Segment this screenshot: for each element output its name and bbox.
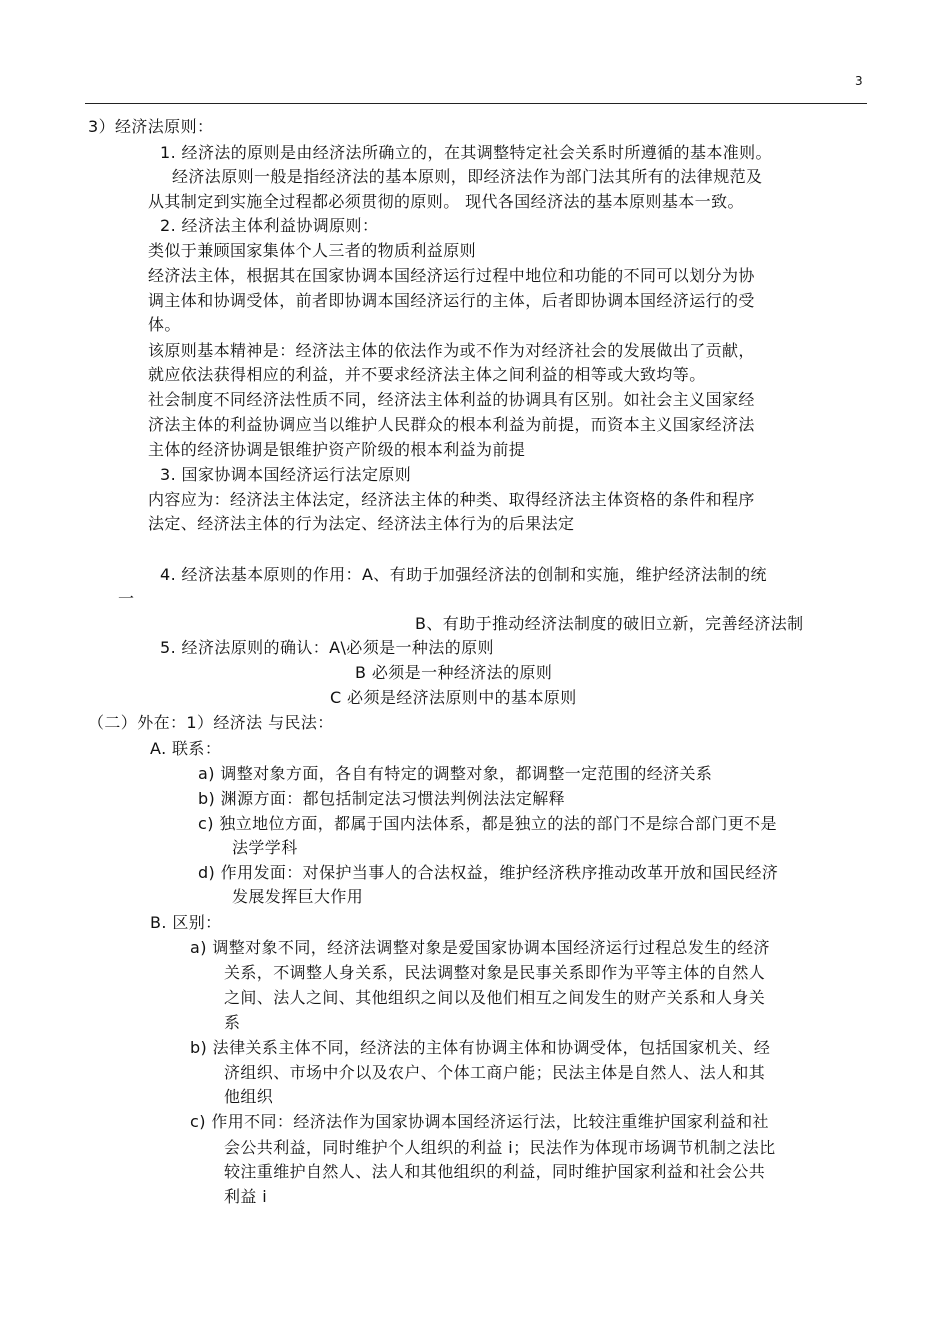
- paragraph-line: 4. 经济法基本原则的作用：A、有助于加强经济法的创制和实施，维护经济法制的统: [160, 565, 767, 584]
- list-item-continuation: 济组织、市场中介以及农户、个体工商户能；民法主体是自然人、法人和其: [224, 1063, 766, 1082]
- list-heading-b: B. 区别：: [150, 913, 222, 932]
- list-item-continuation: 利益 i: [224, 1187, 268, 1206]
- list-item: b) 法律关系主体不同，经济法的主体有协调主体和协调受体，包括国家机关、经: [190, 1038, 771, 1057]
- list-item: a) 调整对象方面，各自有特定的调整对象，都调整一定范围的经济关系: [198, 764, 713, 783]
- paragraph-line: 5. 经济法原则的确认：A\必须是一种法的原则: [160, 638, 494, 657]
- paragraph-line: 一: [118, 589, 135, 608]
- section-heading-external: （二）外在：1）经济法 与民法：: [88, 713, 334, 732]
- paragraph-line: 主体的经济协调是银维护资产阶级的根本利益为前提: [148, 440, 526, 459]
- paragraph-line: 调主体和协调受体，前者即协调本国经济运行的主体，后者即协调本国经济运行的受: [148, 291, 755, 310]
- list-item-continuation: 之间、法人之间、其他组织之间以及他们相互之间发生的财产关系和人身关: [224, 988, 766, 1007]
- subheading-line: 3. 国家协调本国经济运行法定原则: [160, 465, 412, 484]
- paragraph-line: B 必须是一种经济法的原则: [355, 663, 553, 682]
- paragraph-line: 该原则基本精神是：经济法主体的依法作为或不作为对经济社会的发展做出了贡献，: [148, 341, 755, 360]
- paragraph-line: 从其制定到实施全过程都必须贯彻的原则。 现代各国经济法的基本原则基本一致。: [148, 192, 744, 211]
- list-item-continuation: 系: [224, 1013, 241, 1032]
- subheading-line: 2. 经济法主体利益协调原则：: [160, 216, 379, 235]
- section-heading-principles: 3）经济法原则：: [88, 117, 214, 136]
- paragraph-line: 内容应为：经济法主体法定，经济法主体的种类、取得经济法主体资格的条件和程序: [148, 490, 755, 509]
- list-item-continuation: 发展发挥巨大作用: [232, 887, 364, 906]
- paragraph-line: 经济法主体，根据其在国家协调本国经济运行过程中地位和功能的不同可以划分为协: [148, 266, 755, 285]
- header-divider: [85, 103, 867, 104]
- list-item-continuation: 会公共利益，同时维护个人组织的利益 i；民法作为体现市场调节机制之法比: [224, 1138, 776, 1157]
- list-item: c) 作用不同：经济法作为国家协调本国经济运行法，比较注重维护国家利益和社: [190, 1112, 769, 1131]
- paragraph-line: 法定、经济法主体的行为法定、经济法主体行为的后果法定: [148, 514, 575, 533]
- paragraph-line: 济法主体的利益协调应当以维护人民群众的根本利益为前提，而资本主义国家经济法: [148, 415, 755, 434]
- list-item: c) 独立地位方面，都属于国内法体系，都是独立的法的部门不是综合部门更不是: [198, 814, 777, 833]
- paragraph-line: 类似于兼顾国家集体个人三者的物质利益原则: [148, 241, 477, 260]
- list-item-continuation: 较注重维护自然人、法人和其他组织的利益，同时维护国家利益和社会公共: [224, 1162, 766, 1181]
- page-number: 3: [855, 74, 863, 88]
- paragraph-line: 1. 经济法的原则是由经济法所确立的，在其调整特定社会关系时所遵循的基本准则。: [160, 143, 772, 162]
- paragraph-line: B、有助于推动经济法制度的破旧立新，完善经济法制: [415, 614, 804, 633]
- paragraph-line: 体。: [148, 315, 181, 334]
- list-heading-a: A. 联系：: [150, 739, 222, 758]
- paragraph-line: 社会制度不同经济法性质不同，经济法主体利益的协调具有区别。如社会主义国家经: [148, 390, 755, 409]
- list-item: d) 作用发面：对保护当事人的合法权益，维护经济秩序推动改革开放和国民经济: [198, 863, 779, 882]
- list-item: b) 渊源方面：都包括制定法习惯法判例法法定解释: [198, 789, 566, 808]
- list-item-continuation: 他组织: [224, 1087, 274, 1106]
- list-item: a) 调整对象不同，经济法调整对象是爱国家协调本国经济运行过程总发生的经济: [190, 938, 770, 957]
- list-item-continuation: 法学学科: [232, 838, 298, 857]
- paragraph-line: 经济法原则一般是指经济法的基本原则，即经济法作为部门法其所有的法律规范及: [172, 167, 763, 186]
- list-item-continuation: 关系，不调整人身关系，民法调整对象是民事关系即作为平等主体的自然人: [224, 963, 766, 982]
- paragraph-line: C 必须是经济法原则中的基本原则: [330, 688, 577, 707]
- paragraph-line: 就应依法获得相应的利益，并不要求经济法主体之间利益的相等或大致均等。: [148, 365, 706, 384]
